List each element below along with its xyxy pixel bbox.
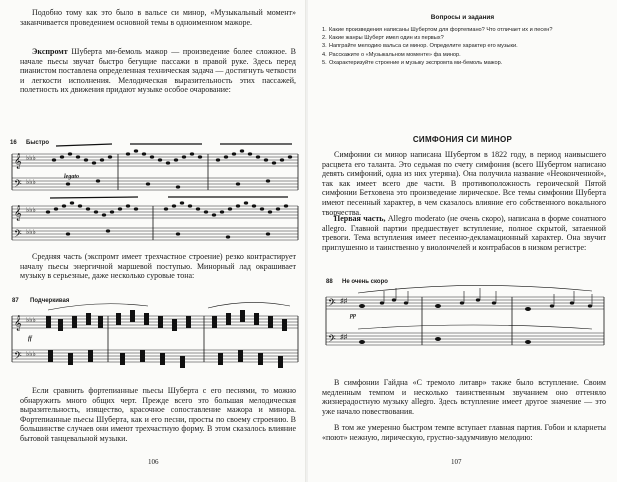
score3-tempo-marking: Не очень скоро (342, 279, 388, 285)
expromt-text: Шуберта ми-бемоль мажор — произведение более сложное. В начале пьесы звучат быстро бегущие пассажи в правой руке. Здесь перед пианистом поставлена определенная техническая задача — достигнуть четкости и легкости исполнения. Мелодическая выразительность этих пассажей, полетность их движения придают музыке особое очарование: (20, 47, 296, 95)
score3-measure-number: 88 (326, 279, 333, 285)
first-part-text: Allegro moderato (не очень скоро), написана в форме сонатного allegro. Главной партии предшествует вступление, полное скрытой, затаенной тревоги. Тема вступления имеет песенно-декламационный характер. Она звучит приглушенно и таинственно у виолончелей и контрабасов в низком регистре: (322, 214, 607, 252)
music-score-2 (8, 290, 300, 376)
score3-dynamic-marking: pp (350, 313, 356, 319)
page-number-right: 107 (451, 458, 462, 466)
question-item: 2. Какие жанры Шуберт имел один из первых? (322, 35, 444, 42)
middle-paragraph (20, 252, 296, 281)
symphony-text: Симфонии си минор написана Шубертом в 1822 году, в период наивысшего расцвета его таланта. Это седьмая по счету симфония (всего Шубертом написано девять симфоний, одна из них утеряна). Она получила название «Неоконченной», так как имеет всего две части. В противоположность героической Пятой симфонии Бетховена это произведение лирическое. Все темы симфонии Шуберта имеют песенный характер, в чем сказалось влияние его собственного вокального творчества. (322, 150, 606, 217)
intro-text: Подобно тому как это было в вальсе си минор, «Музыкальный момент» заканчивается проведением основной темы в одноименном мажоре. (20, 8, 296, 27)
score1-notation (8, 140, 300, 246)
tremolo-paragraph (322, 423, 606, 442)
expromt-paragraph (20, 47, 296, 95)
svg-text:♭♭♭: ♭♭♭ (26, 228, 36, 236)
svg-text:♯♯: ♯♯ (340, 333, 347, 341)
page-number-left: 106 (148, 458, 159, 466)
svg-text:𝄢: 𝄢 (14, 228, 22, 242)
svg-text:𝄢: 𝄢 (14, 178, 22, 192)
svg-text:𝄞: 𝄞 (14, 154, 22, 169)
svg-text:♯♯: ♯♯ (340, 297, 347, 305)
section-title: СИМФОНИЯ СИ МИНОР (412, 135, 513, 144)
score1-tempo-marking: Быстро (26, 140, 50, 146)
score1-legato-marking: legato (64, 174, 79, 180)
score2-tempo-marking: Подчеркивая (30, 298, 70, 304)
middle-text: Средняя часть (экспромт имеет трехчастное строение) резко контрастирует началу пьесы энергичной маршевой поступью. Минорный лад окрашивает музыку в серьезные, даже несколько суровые тона: (20, 252, 296, 281)
svg-text:𝄢: 𝄢 (328, 297, 336, 311)
right-page (308, 0, 617, 482)
svg-text:♭♭♭: ♭♭♭ (26, 154, 36, 162)
question-item: 5. Охарактеризуйте строение и музыку экспромта ми-бемоль мажор. (322, 59, 503, 66)
question-item: 3. Напграйте мелодию вальса си минор. Определите характер его музыки. (322, 43, 518, 50)
closing-paragraph (20, 386, 296, 444)
music-score-1 (8, 140, 300, 246)
svg-text:𝄢: 𝄢 (14, 350, 22, 364)
intro-paragraph (20, 8, 296, 27)
closing-text: Если сравнить фортепианные пьесы Шуберта с его песнями, то можно обнаружить много общих черт. Прежде всего это большая мелодическая выразительность, изящество, красочное сопоставление мажора и минора. Фортепианные пьесы Шуберта, как и его песни, просты по своему строению. В большинстве случаев они имеют трехчастную форму. В этом сказалось влияние бытовой танцевальной музыки. (20, 386, 296, 443)
svg-text:♭♭♭: ♭♭♭ (26, 350, 36, 358)
svg-text:𝄞: 𝄞 (14, 206, 22, 221)
svg-text:♭♭♭: ♭♭♭ (26, 178, 36, 186)
questions-list (322, 26, 608, 67)
symphony-paragraph (322, 150, 606, 217)
question-item: 1. Какие произведения написаны Шубертом для фортепиано? Что отличает их и песен? (322, 27, 553, 33)
svg-text:♭♭♭: ♭♭♭ (26, 316, 36, 324)
svg-text:𝄞: 𝄞 (14, 316, 22, 331)
left-page (0, 0, 306, 482)
first-part-term: Первая часть, (334, 214, 386, 223)
score2-measure-number: 87 (12, 298, 19, 304)
question-item: 4. Расскажите о «Музыкальном моменте» фа минор. (322, 51, 461, 58)
haydn-text: В симфонии Гайдна «С тремоло литавр» также было вступление. Своим медленным темпом и несколько таинственным звучанием оно оттеняло жизнерадостную музыку allegro. Здесь вступление имеет другое значение — это уже начало повествования. (322, 378, 606, 416)
tremolo-text: В том же умеренно быстром темпе вступает главная партия. Гобои и кларнеты «поют» нежную, лирическую, грустно-задумчивую мелодию: (322, 423, 606, 442)
score3-notation (322, 277, 608, 365)
svg-text:𝄢: 𝄢 (328, 333, 336, 347)
score1-measure-number: 16 (10, 140, 17, 146)
expromt-term: Экспромт (32, 47, 68, 56)
svg-text:♭♭♭: ♭♭♭ (26, 206, 36, 214)
score2-dynamic-marking: ff (28, 336, 32, 342)
first-part-paragraph (322, 214, 606, 252)
haydn-paragraph (322, 378, 606, 416)
questions-title: Вопросы и задания (430, 14, 495, 21)
music-score-3 (322, 277, 608, 365)
